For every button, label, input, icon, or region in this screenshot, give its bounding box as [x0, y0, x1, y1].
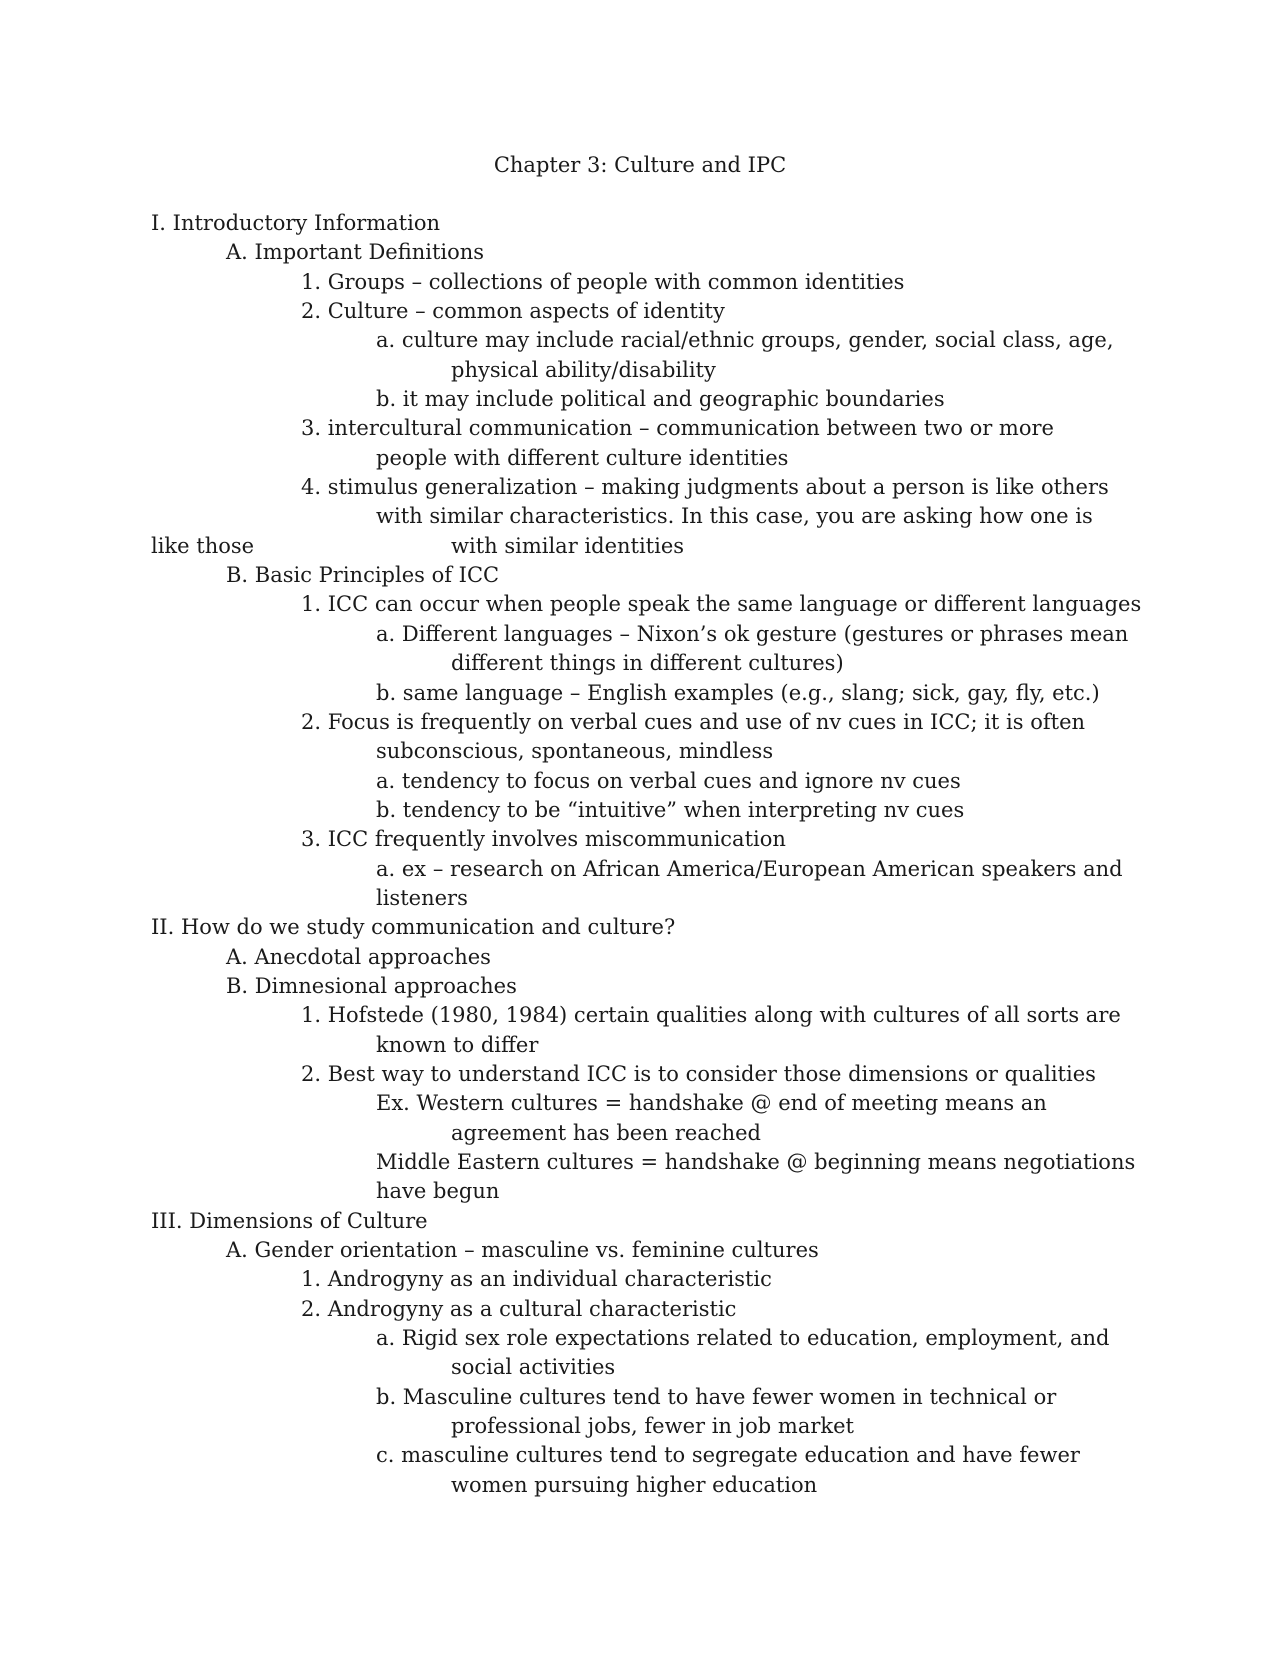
- outline-line-text: 1. Groups – collections of people with common identities: [301, 269, 905, 294]
- outline-line: [0, 590, 1280, 619]
- outline-line: [0, 1001, 1280, 1030]
- outline-body: [0, 209, 1280, 1500]
- outline-line: [0, 1119, 1280, 1148]
- outline-line: [0, 972, 1280, 1001]
- outline-line-text: people with different culture identities: [376, 445, 789, 470]
- outline-line: [0, 1353, 1280, 1382]
- outline-line: [0, 238, 1280, 267]
- outline-line: [0, 532, 1280, 561]
- outline-line: [0, 1471, 1280, 1500]
- outline-line-text: agreement has been reached: [451, 1120, 761, 1145]
- outline-line-text: 4. stimulus generalization – making judgments about a person is like others: [301, 475, 1109, 500]
- outline-line-text: a. Different languages – Nixon’s ok gesture (gestures or phrases mean: [376, 621, 1129, 646]
- outline-line-text: A. Gender orientation – masculine vs. feminine cultures: [226, 1238, 819, 1263]
- outline-line-text: Middle Eastern cultures = handshake @ beginning means negotiations: [376, 1150, 1136, 1174]
- outline-line: [0, 1324, 1280, 1353]
- outline-line-text: known to differ: [376, 1032, 539, 1057]
- outline-line-text: women pursuing higher education: [451, 1472, 818, 1497]
- outline-line-text: professional jobs, fewer in job market: [451, 1414, 854, 1439]
- outline-line-text: have begun: [376, 1179, 500, 1204]
- outline-line-text: A. Anecdotal approaches: [226, 944, 491, 969]
- outline-line: [0, 1412, 1280, 1441]
- outline-line-text: A. Important Definitions: [226, 240, 485, 265]
- outline-line: [0, 561, 1280, 590]
- outline-line: [0, 1060, 1280, 1089]
- outline-line-text: 1. ICC can occur when people speak the same language or different languages: [301, 592, 1142, 617]
- outline-line-text: b. it may include political and geographic boundaries: [376, 387, 945, 412]
- outline-line-text: III. Dimensions of Culture: [151, 1208, 428, 1233]
- outline-line: [0, 326, 1280, 355]
- outline-line-text: 1. Hofstede (1980, 1984) certain qualities along with cultures of all sorts are: [301, 1003, 1121, 1028]
- outline-line-text: 2. Best way to understand ICC is to consider those dimensions or qualities: [301, 1061, 1096, 1086]
- outline-line: [0, 855, 1280, 884]
- outline-line: [0, 209, 1280, 238]
- outline-line-text: a. tendency to focus on verbal cues and ignore nv cues: [376, 768, 961, 793]
- outline-line: [0, 414, 1280, 443]
- outline-line: [0, 1441, 1280, 1470]
- outline-line-text: I. Introductory Information: [151, 211, 441, 235]
- outline-line-text: 2. Culture – common aspects of identity: [301, 299, 725, 324]
- outline-line-text: 1. Androgyny as an individual characteristic: [301, 1267, 772, 1292]
- outline-line-text: a. culture may include racial/ethnic groups, gender, social class, age,: [376, 328, 1114, 353]
- outline-line: [0, 297, 1280, 326]
- outline-line: [0, 1207, 1280, 1236]
- outline-line-text: with similar characteristics. In this case, you are asking how one is: [376, 504, 1093, 529]
- outline-line: [0, 1089, 1280, 1118]
- outline-line: [0, 943, 1280, 972]
- outline-line-text: listeners: [376, 885, 468, 910]
- outline-line: [0, 708, 1280, 737]
- outline-line: [0, 884, 1280, 913]
- outline-line: [0, 1265, 1280, 1294]
- outline-line: [0, 825, 1280, 854]
- outline-line-text: subconscious, spontaneous, mindless: [376, 739, 774, 764]
- outline-line: [0, 1148, 1280, 1177]
- outline-line-text: II. How do we study communication and culture?: [151, 915, 676, 940]
- outline-line: [0, 1236, 1280, 1265]
- outline-line: [0, 767, 1280, 796]
- outline-line-text: a. Rigid sex role expectations related to education, employment, and: [376, 1326, 1110, 1351]
- outline-line: [0, 356, 1280, 385]
- outline-line: [0, 913, 1280, 942]
- outline-line-text: a. ex – research on African America/European American speakers and: [376, 856, 1123, 881]
- outline-line: [0, 502, 1280, 531]
- outline-line: [0, 1383, 1280, 1412]
- outline-line: [0, 796, 1280, 825]
- outline-line-text: c. masculine cultures tend to segregate education and have fewer: [376, 1443, 1080, 1468]
- outline-line-text: B. Basic Principles of ICC: [226, 563, 500, 588]
- outline-line: [0, 679, 1280, 708]
- outline-line-text: different things in different cultures): [451, 651, 844, 676]
- outline-line-text: b. tendency to be “intuitive” when interpreting nv cues: [376, 797, 965, 822]
- outline-line-text: social activities: [451, 1355, 616, 1380]
- outline-line: [0, 1295, 1280, 1324]
- outline-line-text: b. Masculine cultures tend to have fewer women in technical or: [376, 1384, 1057, 1409]
- outline-line: [0, 385, 1280, 414]
- outline-line-text: 2. Focus is frequently on verbal cues and use of nv cues in ICC; it is often: [301, 709, 1086, 734]
- outline-line: [0, 1031, 1280, 1060]
- outline-line-continuation: with similar identities: [451, 533, 685, 558]
- outline-line-text: 2. Androgyny as a cultural characteristic: [301, 1296, 737, 1321]
- outline-line: [0, 268, 1280, 297]
- outline-line: [0, 620, 1280, 649]
- outline-line: [0, 1177, 1280, 1206]
- outline-line: [0, 444, 1280, 473]
- page-title: Chapter 3: Culture and IPC: [493, 153, 787, 177]
- outline-line-text: B. Dimnesional approaches: [226, 973, 517, 998]
- outline-line-text: 3. ICC frequently involves miscommunication: [301, 827, 786, 852]
- outline-line: [0, 737, 1280, 766]
- outline-line-text: 3. intercultural communication – communication between two or more: [301, 416, 1054, 441]
- outline-line-text: like those: [151, 533, 255, 558]
- outline-line-text: b. same language – English examples (e.g., slang; sick, gay, fly, etc.): [376, 680, 1100, 705]
- outline-line-text: Ex. Western cultures = handshake @ end of meeting means an: [376, 1091, 1047, 1116]
- outline-line-text: physical ability/disability: [451, 357, 716, 382]
- outline-line: [0, 473, 1280, 502]
- outline-line: [0, 649, 1280, 678]
